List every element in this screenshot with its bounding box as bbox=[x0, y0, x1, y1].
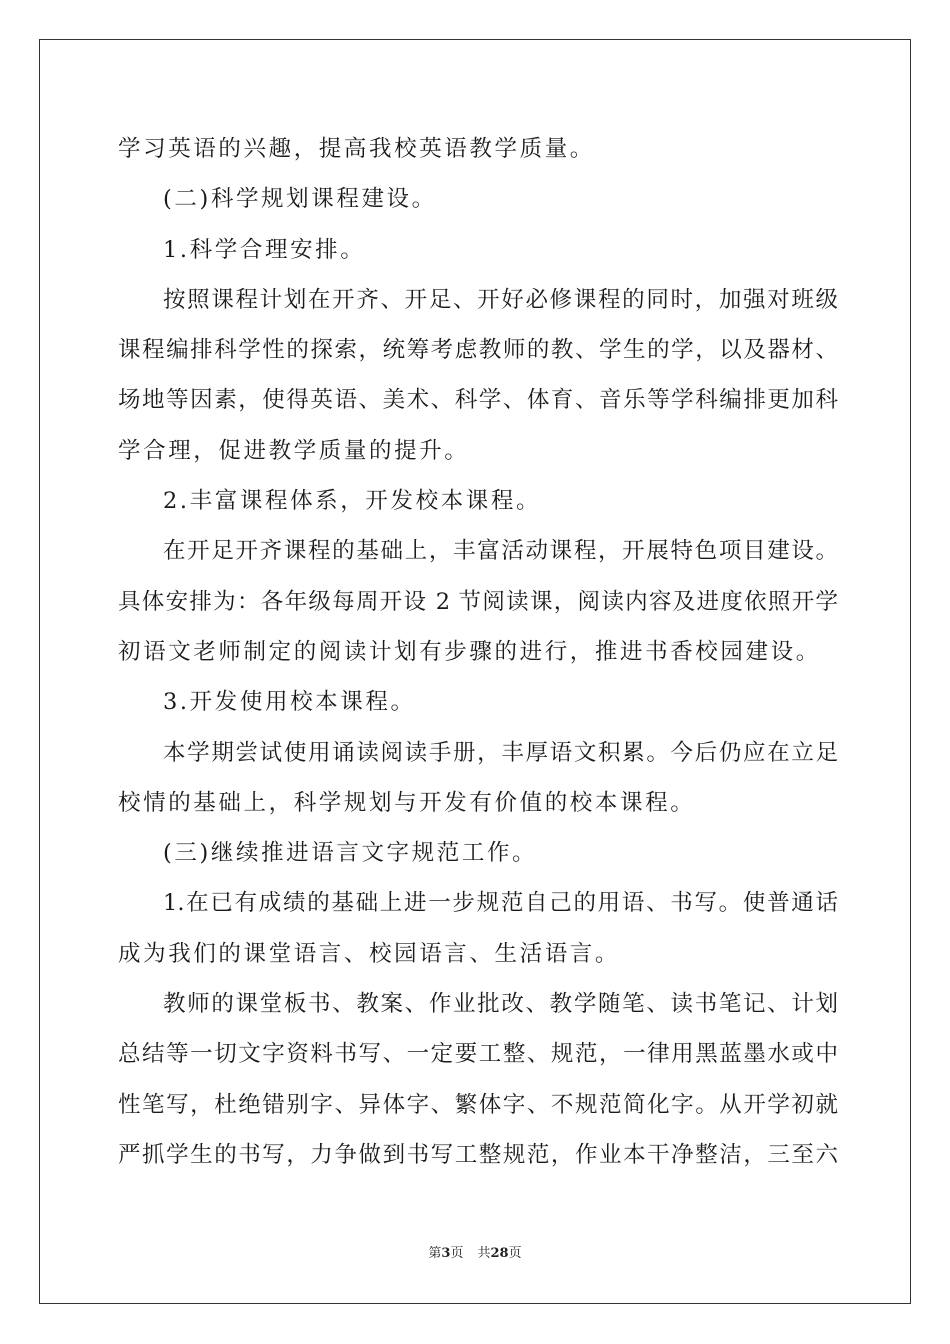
text-line: 教师的课堂板书、教案、作业批改、教学随笔、读书笔记、计划 bbox=[163, 991, 838, 1018]
text-line: 学习英语的兴趣，提高我校英语教学质量。 bbox=[118, 136, 595, 162]
total-pages: 28 bbox=[490, 1246, 509, 1261]
text-line: 严抓学生的书写，力争做到书写工整规范，作业本干净整洁，三至六 bbox=[118, 1141, 838, 1168]
subheading: 2.丰富课程体系，开发校本课程。 bbox=[163, 488, 542, 515]
section-heading: (三)继续推进语言文字规范工作。 bbox=[163, 840, 538, 867]
text-line: 总结等一切文字资料书写、一定要工整、规范，一律用黑蓝墨水或中 bbox=[118, 1041, 838, 1068]
text-line: 性笔写，杜绝错别字、异体字、繁体字、不规范简化字。从开学初就 bbox=[118, 1091, 838, 1118]
page-suffix: 页 bbox=[450, 1246, 464, 1261]
text-line: 课程编排科学性的探索，统筹考虑教师的教、学生的学，以及器材、 bbox=[118, 337, 838, 364]
page-footer bbox=[0, 1244, 950, 1264]
text-line: 校情的基础上，科学规划与开发有价值的校本课程。 bbox=[118, 789, 696, 816]
document-body bbox=[118, 124, 838, 1180]
text-line: 具体安排为：各年级每周开设 2 节阅读课，阅读内容及进度依照开学 bbox=[118, 588, 838, 615]
text-line: 学合理，促进教学质量的提升。 bbox=[118, 437, 470, 464]
section-heading: (二)科学规划课程建设。 bbox=[163, 186, 437, 213]
text-line: 1.在已有成绩的基础上进一步规范自己的用语、书写。使普通话 bbox=[163, 890, 838, 917]
page-number: 3 bbox=[441, 1246, 451, 1261]
text-line: 场地等因素，使得英语、美术、科学、体育、音乐等学科编排更加科 bbox=[118, 387, 838, 414]
text-line: 成为我们的课堂语言、校园语言、生活语言。 bbox=[118, 940, 621, 967]
subheading: 3.开发使用校本课程。 bbox=[163, 689, 416, 716]
total-suffix: 页 bbox=[508, 1246, 522, 1261]
subheading: 1.科学合理安排。 bbox=[163, 236, 366, 263]
text-line: 按照课程计划在开齐、开足、开好必修课程的同时，加强对班级 bbox=[163, 286, 838, 313]
text-line: 在开足开齐课程的基础上，丰富活动课程，开展特色项目建设。 bbox=[163, 538, 838, 565]
page-prefix: 第 bbox=[428, 1246, 442, 1261]
total-prefix: 共 bbox=[477, 1246, 491, 1261]
text-line: 初语文老师制定的阅读计划有步骤的进行，推进书香校园建设。 bbox=[118, 638, 821, 665]
text-line: 本学期尝试使用诵读阅读手册，丰厚语文积累。今后仍应在立足 bbox=[163, 739, 838, 766]
